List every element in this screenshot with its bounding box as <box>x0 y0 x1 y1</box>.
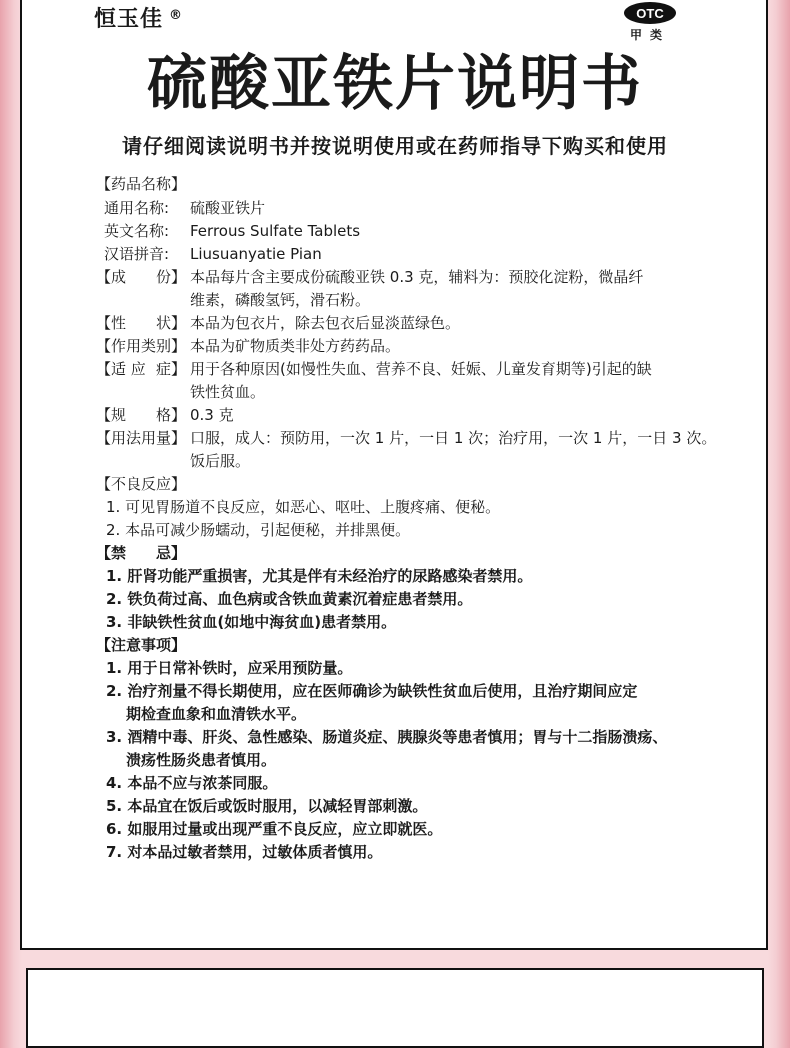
otc-badge: OTC <box>624 2 676 24</box>
section-indication: 【适 应 症】 <box>96 360 186 378</box>
generic-name-value: 硫酸亚铁片 <box>190 199 266 217</box>
brand-name: 恒玉佳 <box>94 7 164 32</box>
note-item-continued: 溃疡性肠炎患者慎用。 <box>126 751 277 769</box>
registered-mark: ® <box>169 8 184 23</box>
note-item: 7. 对本品过敏者禁用，过敏体质者慎用。 <box>106 843 383 861</box>
note-item: 2. 治疗剂量不得长期使用，应在医师确诊为缺铁性贫血后使用，且治疗期间应定 <box>106 682 638 700</box>
section-ingredients: 【成 份】 <box>96 268 186 286</box>
usage-line-1: 口服，成人：预防用，一次 1 片，一日 1 次；治疗用，一次 1 片，一日 3 次。 <box>190 429 717 447</box>
page-title: 硫酸亚铁片说明书 <box>147 49 643 119</box>
contra-item: 2. 铁负荷过高、血色病或含铁血黄素沉着症患者禁用。 <box>106 590 473 608</box>
section-precautions: 【注意事项】 <box>96 636 187 654</box>
adverse-item: 2. 本品可减少肠蠕动，引起便秘，并排黑便。 <box>106 521 411 539</box>
indication-line-2: 铁性贫血。 <box>190 383 266 401</box>
page-subtitle: 请仔细阅读说明书并按说明使用或在药师指导下购买和使用 <box>122 134 668 158</box>
note-item: 3. 酒精中毒、肝炎、急性感染、肠道炎症、胰腺炎等患者慎用；胃与十二指肠溃疡、 <box>106 728 668 746</box>
appearance-value: 本品为包衣片，除去包衣后显淡蓝绿色。 <box>190 314 461 332</box>
specification-value: 0.3 克 <box>190 406 234 424</box>
english-name-label: 英文名称: <box>104 222 170 240</box>
usage-line-2: 饭后服。 <box>190 452 251 470</box>
section-adverse: 【不良反应】 <box>96 475 187 493</box>
section-contraindications: 【禁 忌】 <box>96 544 186 562</box>
section-specification: 【规 格】 <box>96 406 186 424</box>
contra-item: 3. 非缺铁性贫血(如地中海贫血)患者禁用。 <box>106 613 397 631</box>
note-item: 1. 用于日常补铁时，应采用预防量。 <box>106 659 353 677</box>
note-item-continued: 期检查血象和血清铁水平。 <box>126 705 307 723</box>
lower-sheet <box>26 968 764 1048</box>
pinyin-value: Liusuanyatie Pian <box>190 245 322 263</box>
section-appearance: 【性 状】 <box>96 314 186 332</box>
pinyin-label: 汉语拼音: <box>104 245 170 263</box>
indication-line-1: 用于各种原因(如慢性失血、营养不良、妊娠、儿童发育期等)引起的缺 <box>190 360 652 378</box>
generic-name-label: 通用名称: <box>104 199 170 217</box>
otc-class-label: 甲类 <box>630 28 671 42</box>
note-item: 6. 如服用过量或出现严重不良反应，应立即就医。 <box>106 820 443 838</box>
english-name-value: Ferrous Sulfate Tablets <box>190 222 361 240</box>
category-value: 本品为矿物质类非处方药药品。 <box>190 337 401 355</box>
contra-item: 1. 肝肾功能严重损害，尤其是伴有未经治疗的尿路感染者禁用。 <box>106 567 533 585</box>
ingredients-line-2: 维素，磷酸氢钙，滑石粉。 <box>190 291 371 309</box>
note-item: 5. 本品宜在饭后或饭时服用，以减轻胃部刺激。 <box>106 797 428 815</box>
brand-logo <box>94 2 183 33</box>
note-item: 4. 本品不应与浓茶同服。 <box>106 774 278 792</box>
section-usage: 【用法用量】 <box>96 429 187 447</box>
adverse-item: 1. 可见胃肠道不良反应，如恶心、呕吐、上腹疼痛、便秘。 <box>106 498 501 516</box>
section-drug-name: 【药品名称】 <box>96 175 187 193</box>
section-category: 【作用类别】 <box>96 337 187 355</box>
ingredients-line-1: 本品每片含主要成份硫酸亚铁 0.3 克，辅料为：预胶化淀粉，微晶纤 <box>190 268 644 286</box>
